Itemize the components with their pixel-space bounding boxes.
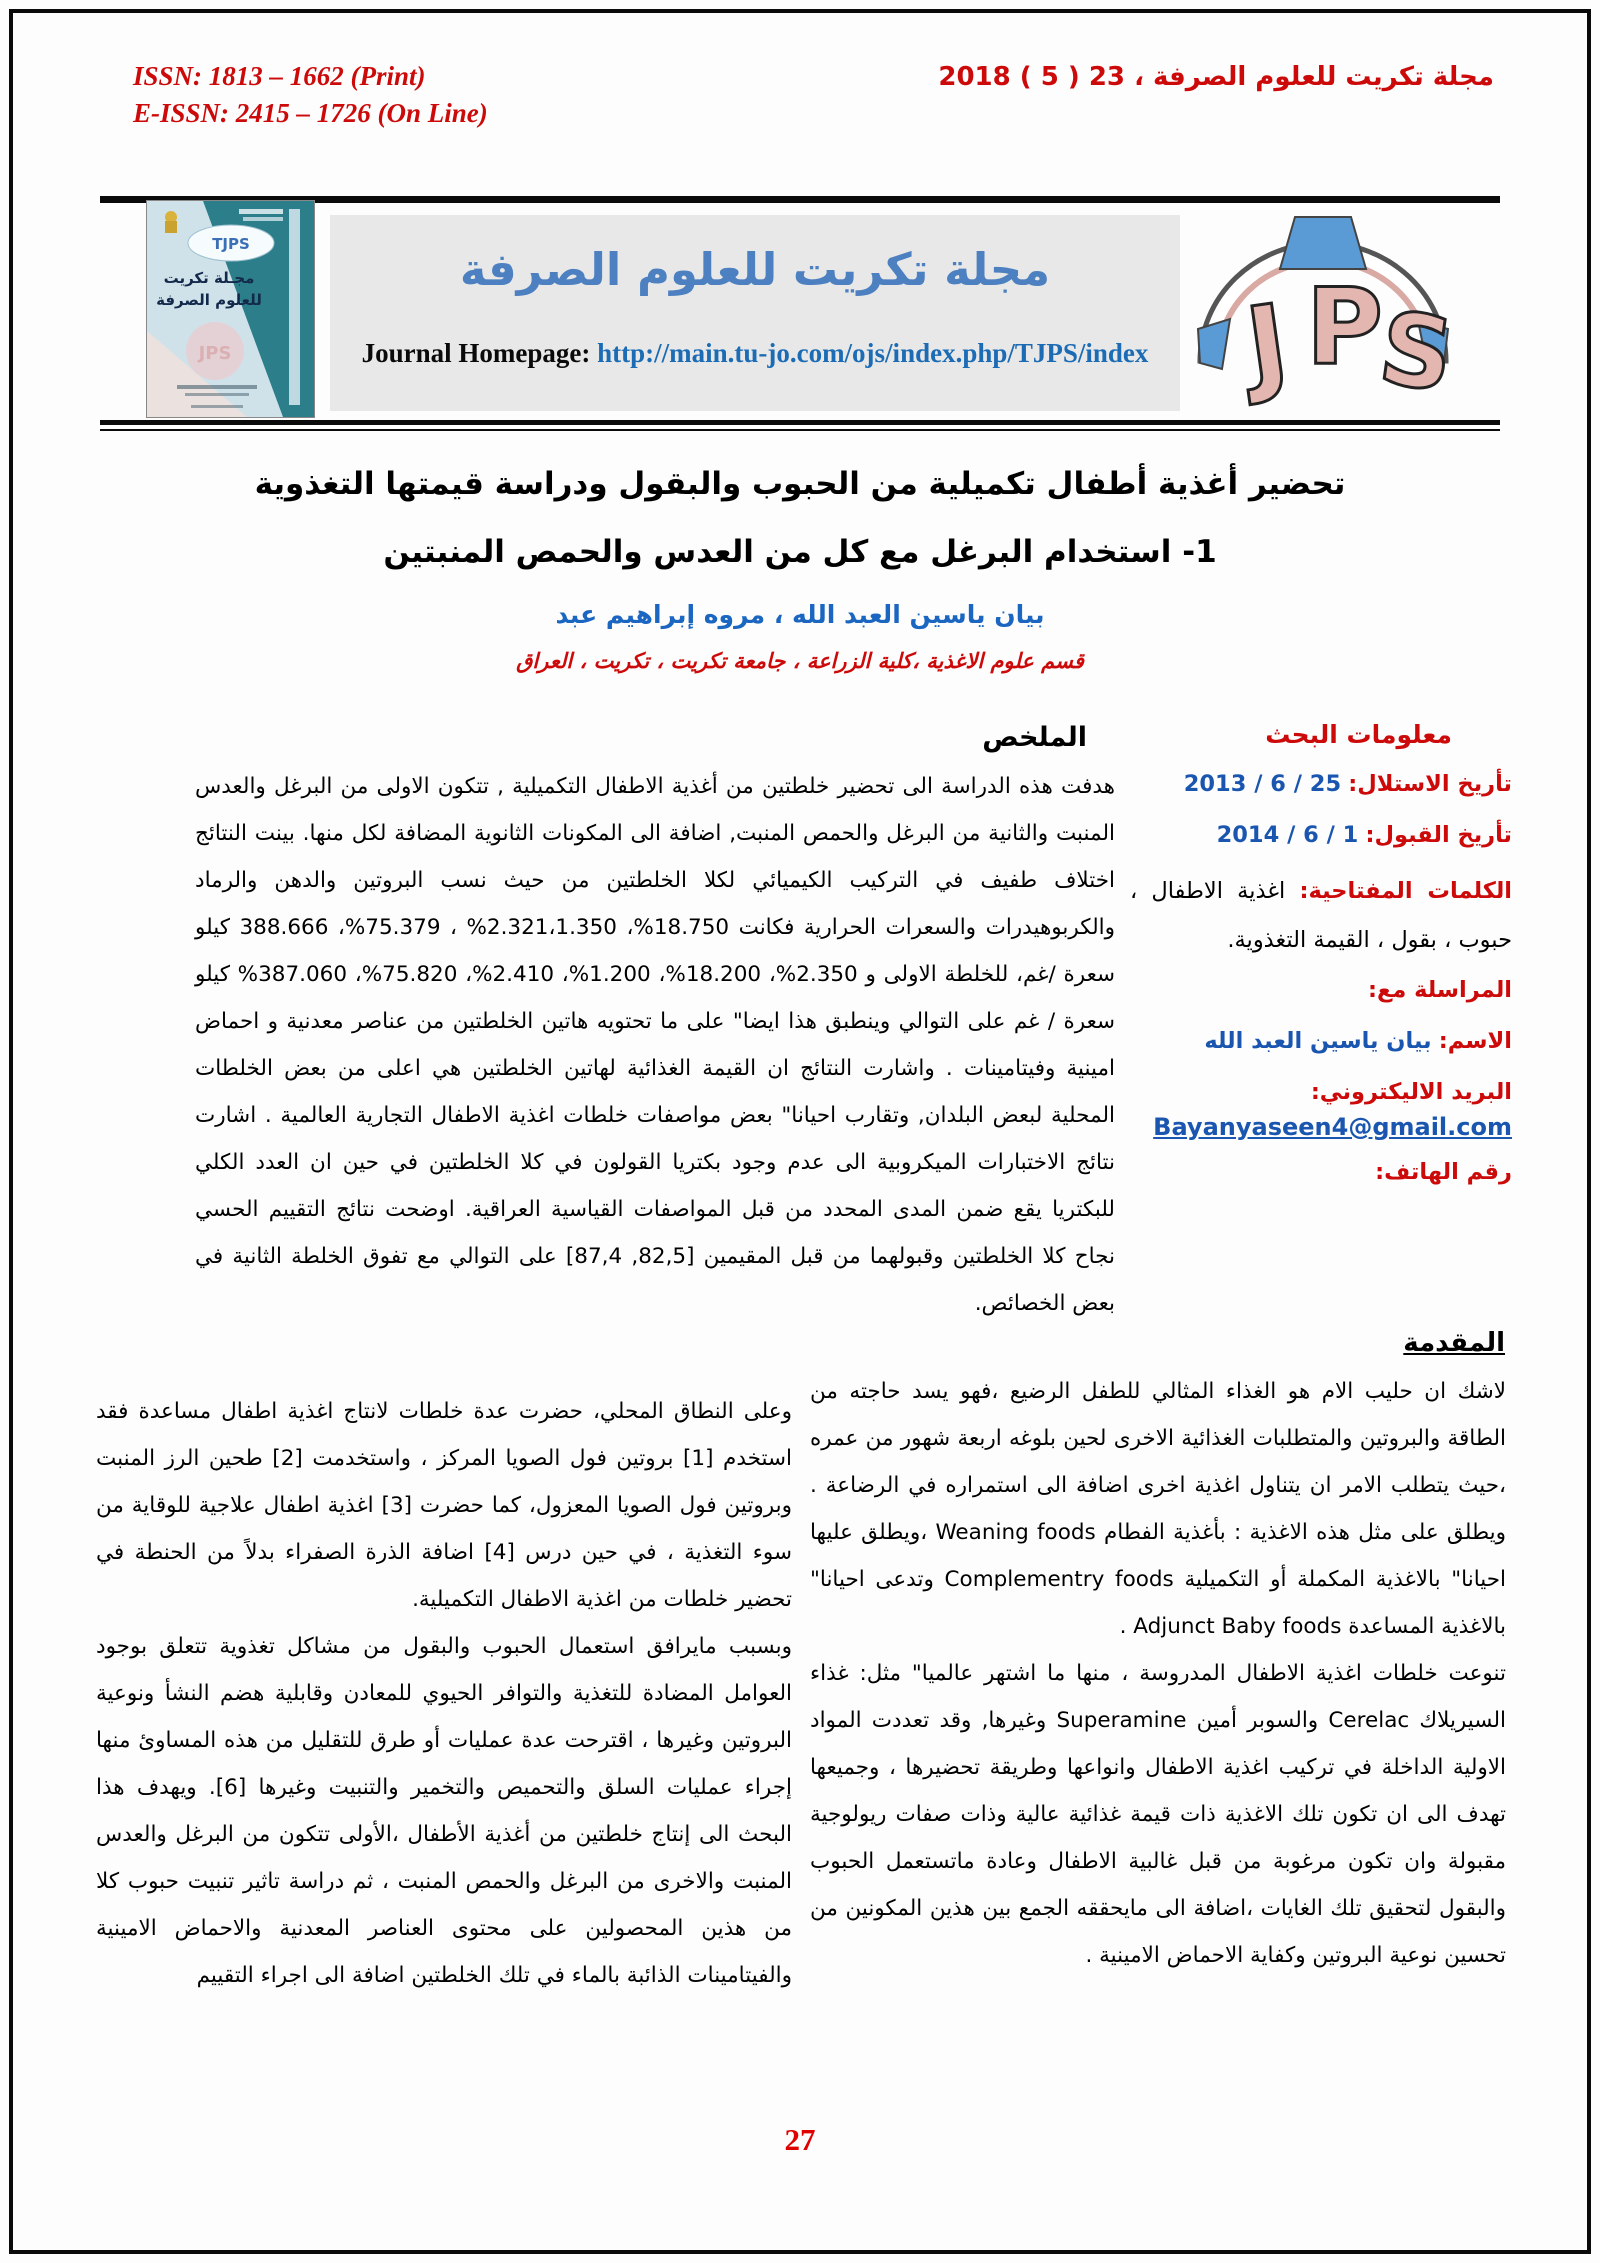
svg-text:JPS: JPS (198, 343, 232, 364)
tjps-logo-art (1188, 211, 1458, 416)
received-label: تأريخ الاستلال: (1348, 771, 1512, 797)
keywords-text: اغذية الاطفال ، حبوب ، بقول ، القيمة التغذوية. (1130, 878, 1512, 953)
info-heading: معلومات البحث (1265, 720, 1452, 749)
svg-text:S: S (1372, 288, 1458, 415)
received-value: 25 / 6 / 2013 (1183, 771, 1342, 797)
abstract-section (195, 722, 1115, 1327)
article-affiliation: قسم علوم الاغذية ،كلية الزراعة ، جامعة تكريت ، تكريت ، العراق (516, 649, 1084, 673)
intro-right-paragraph: تنوعت خلطات اغذية الاطفال المدروسة ، منها ما اشتهر عالميا" مثل: غذاء السيريلاك Cerelac والسوبر أمين Superamine وغيرها, وقد تعددت المواد الاولية الداخلة في تركيب اغذية الاطفال وانواعها وطريقة تحضيرها ، وجميعها تهدف الى ان تكون تلك الاغذية ذات قيمة غذائية عالية وذات صفات ريولوجية مقبولة وان تكون مرغوبة من قبل غالبية الاطفال وعادة ماتستعمل الحبوب والبقول لتحقيق تلك الغايات ،اضافة الى مايحققه الجمع بين هذين المكونين من تحسين نوعية البروتين وكفاية الاحماض الامينية . (810, 1661, 1506, 1968)
issn-online: E-ISSN: 2415 – 1726 (On Line) (133, 98, 488, 128)
accepted-date-line (1130, 816, 1512, 854)
article-title-line1: تحضير أغذية أطفال تكميلية من الحبوب والبقول ودراسة قيمتها التغذوية (254, 466, 1346, 502)
accepted-value: 1 / 6 / 2014 (1216, 822, 1359, 848)
intro-left-paragraph: وبسبب مايرافق استعمال الحبوب والبقول من مشاكل تغذوية تتعلق بوجود العوامل المضادة للتغذية والتوافر الحيوي للمعادن وقابلية هضم النشأ ونوعية البروتين وغيرها ، اقترحت عدة عمليات أو طرق للتقليل من هذه المساوئ منها إجراء عمليات السلق والتحميص والتخمير والتنبيت وغيرها [6]. ويهدف هذا البحث الى إنتاج خلطتين من أغذية الأطفال ،الأولى تتكون من البرغل والعدس المنبت والاخرى من البرغل والحمص المنبت ، ثم دراسة تاثير تنبيت حبوب كلا من هذين المحصولين على محتوى العناصر المعدنية والاحماض الامينية والفيتامينات الذائبة بالماء في تلك الخلطتين اضافة الى اجراء التقييم (96, 1634, 793, 1988)
keywords-line (1130, 867, 1512, 965)
article-info-sidebar (1130, 720, 1512, 1204)
article-header (200, 466, 1400, 673)
banner-journal-title: مجلة تكريت للعلوم الصرفة (459, 243, 1051, 296)
introduction-column-right (810, 1368, 1506, 1979)
svg-text:P: P (1306, 266, 1383, 388)
email-label: البريد الاليكتروني: (1310, 1079, 1512, 1105)
cover-emblem-icon (165, 211, 177, 233)
name-value: بيان ياسين العبد الله (1204, 1028, 1432, 1054)
banner-bottom-rule-thin (100, 429, 1500, 431)
homepage-link[interactable]: http://main.tu-jo.com/ojs/index.php/TJPS/index (597, 338, 1149, 368)
homepage-label: Journal Homepage: (361, 338, 591, 368)
accepted-label: تأريخ القبول: (1365, 822, 1512, 848)
name-label: الاسم: (1438, 1028, 1512, 1054)
banner-center-panel (330, 215, 1180, 411)
introduction-heading: المقدمة (1403, 1328, 1505, 1358)
banner-bottom-rule-thick (100, 420, 1500, 425)
svg-text:J: J (1239, 281, 1296, 408)
introduction-column-left (96, 1388, 792, 1999)
phone-label: رقم الهاتف: (1375, 1159, 1512, 1185)
journal-banner (100, 203, 1500, 420)
keywords-label: الكلمات المفتاحية: (1299, 878, 1512, 904)
name-line (1130, 1022, 1512, 1060)
email-label-line (1130, 1073, 1512, 1111)
intro-left-paragraph: وعلى النطاق المحلي، حضرت عدة خلطات لانتاج اغذية اطفال مساعدة فقد استخدم [1] بروتين فول الصويا المركز ، واستخدمت [2] طحين الرز المنبت وبروتين فول الصويا المعزول، كما حضرت [3] اغذية اطفال علاجية للوقاية من سوء التغذية ، في حين درس [4] اضافة الذرة الصفراء بدلاً من الحنطة في تحضير خلطات من اغذية الاطفال التكميلية. (96, 1399, 792, 1612)
cover-title-line2: للعلوم الصرفة (156, 291, 262, 309)
abstract-heading: الملخص (982, 722, 1087, 753)
homepage-line (330, 338, 1180, 369)
cover-title-line1: مجـلة تكريت (163, 269, 255, 287)
phone-line (1130, 1153, 1512, 1191)
page-number: 27 (784, 2122, 816, 2157)
journal-cover-image (146, 200, 315, 418)
journal-citation: مجلة تكريت للعلوم الصرفة ، 23 ‏( 5 )‏ 2018 (938, 62, 1494, 92)
tjps-logo (1188, 211, 1458, 416)
correspondence-label: المراسلة مع: (1367, 977, 1512, 1003)
issn-block (133, 58, 488, 132)
abstract-text: هدفت هذه الدراسة الى تحضير خلطتين من أغذية الاطفال التكميلية , تتكون الاولى من البرغل والعدس المنبت والثانية من البرغل والحمص المنبت, اضافة الى المكونات الثانوية المضافة لكل منها. بينت النتائج اختلاف طفيف في التركيب الكيميائي لكلا الخلطتين من حيث نسب البروتين والدهن والرماد والكربوهيدرات والسعرات الحرارية فكانت 18.750%، 2.321،1.350% ، 75.379%، 388.666 كيلو سعرة /غم، للخلطة الاولى و 2.350%، 18.200%، 1.200%، 2.410%، 75.820%، 387.060% كيلو سعرة / غم على التوالي وينطبق هذا ايضا" على ما تحتويه هاتين الخلطتين من عناصر معدنية و احماض امينية وفيتامينات . واشارت النتائج ان القيمة الغذائية لهاتين الخلطتين هي اعلى من بعض الخلطات المحلية لبعض البلدان, وتقارب احيانا" بعض مواصفات خلطات اغذية الاطفال التجارية العالمية . اشارت نتائج الاختبارات الميكروبية الى عدم وجود بكتريا القولون في كلا الخلطتين في حين ان العدد الكلي للبكتريا يقع ضمن المدى المحدد من قبل المواصفات القياسية العراقية. اوضحت نتائج التقييم الحسي نجاح كلا الخلطتين وقبولهما من قبل المقيمين [82,5, 87,4] على التوالي مع تفوق الخلطة الثانية في بعض الخصائص. (195, 774, 1116, 1316)
received-date-line (1130, 765, 1512, 803)
issn-print: ISSN: 1813 – 1662 (Print) (133, 61, 426, 91)
article-authors: بيان ياسين العبد الله ، مروه إبراهيم عبد (555, 600, 1045, 629)
article-title-line2: 1- استخدام البرغل مع كل من العدس والحمص المنبتين (383, 534, 1217, 570)
intro-right-paragraph: لاشك ان حليب الام هو الغذاء المثالي للطفل الرضيع ،فهو يسد حاجته من الطاقة والبروتين والمتطلبات الغذائية الاخرى لحين بلوغه اربعة شهور من عمره ،حيث يتطلب الامر ان يتناول اغذية اخرى اضافة الى استمراره في الرضاعة . ويطلق على مثل هذه الاغذية : بأغذية الفطام Weaning foods ،ويطلق عليها احيانا" بالاغذية المكملة أو التكميلية Complementry foods وتدعى احيانا" بالاغذية المساعدة Adjunct Baby foods . (810, 1379, 1507, 1639)
journal-cover-art (147, 201, 314, 417)
email-link[interactable]: Bayanyaseen4@gmail.com (1153, 1113, 1512, 1141)
correspondence-line (1130, 971, 1512, 1009)
cover-tjps-label: TJPS (212, 235, 250, 253)
